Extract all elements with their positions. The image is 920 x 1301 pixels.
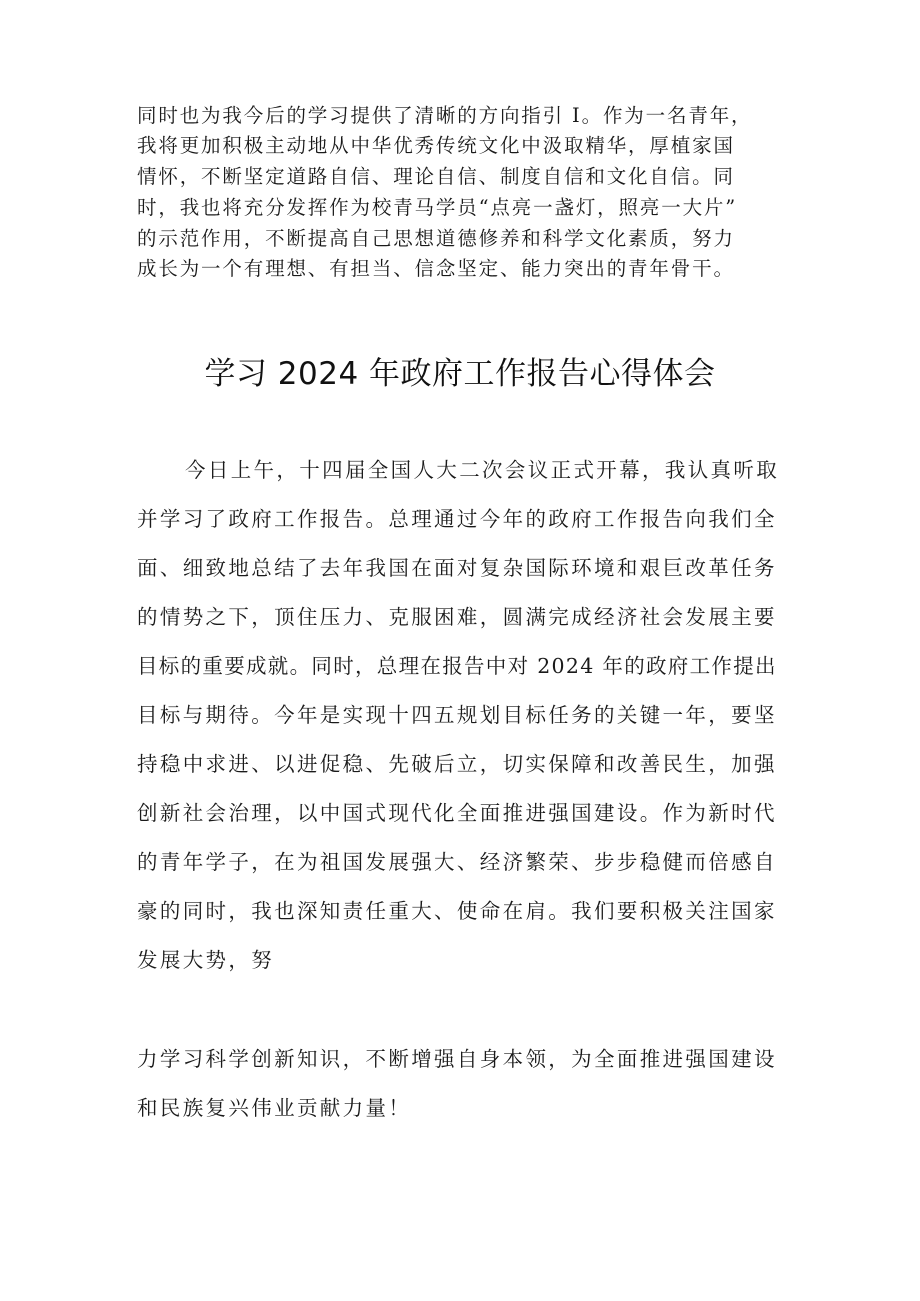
paragraph-line: 今日上午，十四届全国人大二次会议正式开幕，我认真听取 [185, 458, 780, 482]
paragraph-line: 情怀，不断坚定道路自信、理论自信、制度自信和文化自信。同 [137, 165, 735, 188]
paragraph-line: 成长为一个有理想、有担当、信念坚定、能力突出的青年骨干。 [137, 257, 735, 280]
paragraph-line: 力学习科学创新知识，不断增强自身本领，为全面推进强国建设 [137, 1047, 777, 1071]
paragraph-line: 持稳中求进、以进促稳、先破后立，切实保障和改善民生，加强 [137, 752, 777, 776]
paragraph-line: 目标的重要成就。同时，总理在报告中对 2024 年的政府工作提出 [137, 654, 777, 678]
paragraph-line: 的示范作用，不断提高自己思想道德修养和科学文化素质，努力 [137, 227, 735, 250]
paragraph-line: 的青年学子，在为祖国发展强大、经济繁荣、步步稳健而倍感自 [137, 850, 777, 874]
paragraph-line: 豪的同时，我也深知责任重大、使命在肩。我们要积极关注国家 [137, 899, 777, 923]
paragraph-line: 我将更加积极主动地从中华优秀传统文化中汲取精华，厚植家国 [137, 134, 735, 157]
paragraph-line: 创新社会治理，以中国式现代化全面推进强国建设。作为新时代 [137, 801, 777, 825]
paragraph-line: 目标与期待。今年是实现十四五规划目标任务的关键一年，要坚 [137, 703, 777, 727]
article-title: 学习 2024 年政府工作报告心得体会 [204, 356, 716, 392]
paragraph-line: 发展大势，努 [137, 948, 275, 972]
paragraph-line: 的情势之下，顶住压力、克服困难，圆满完成经济社会发展主要 [137, 605, 777, 629]
paragraph-line: 并学习了政府工作报告。总理通过今年的政府工作报告向我们全 [137, 507, 777, 531]
paragraph-line: 面、细致地总结了去年我国在面对复杂国际环境和艰巨改革任务 [137, 556, 777, 580]
paragraph-line: 同时也为我今后的学习提供了清晰的方向指引 I。作为一名青年， [137, 104, 753, 127]
paragraph-line: 和民族复兴伟业贡献力量！ [137, 1096, 412, 1120]
paragraph-line: 时，我也将充分发挥作为校青马学员“点亮一盏灯，照亮一大片” [137, 196, 738, 219]
